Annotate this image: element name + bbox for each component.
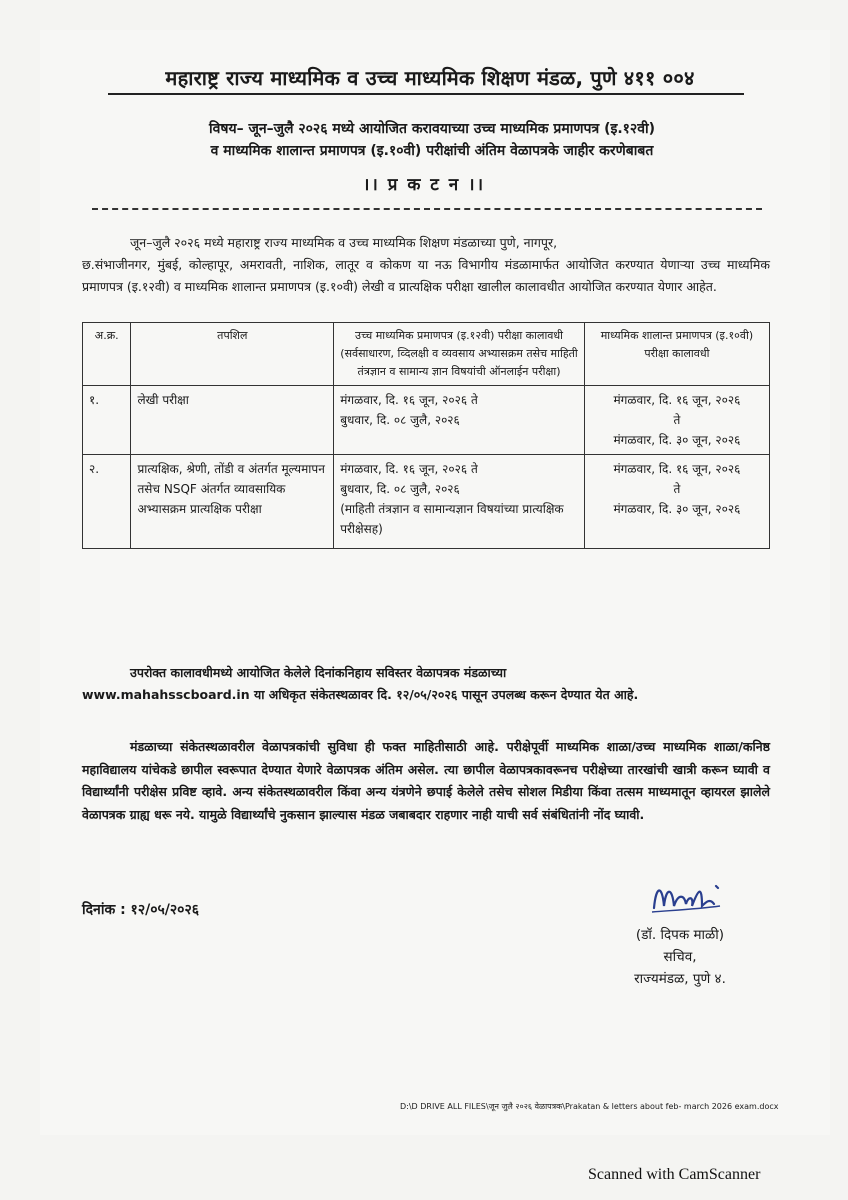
- camscanner-watermark: Scanned with CamScanner: [588, 1166, 761, 1183]
- hsc-to: बुधवार, दि. ०८ जुलै, २०२६: [340, 482, 460, 496]
- row-details: प्रात्यक्षिक, श्रेणी, तोंडी व अंतर्गत मूल्यमापन तसेच NSQF अंतर्गत व्यावसायिक अभ्यासक्रम प्रात्यक्षिक परीक्षा: [131, 455, 334, 549]
- website-text-1: उपरोक्त कालावधीमध्ये आयोजित केलेले दिनांकनिहाय सविस्तर वेळापत्रक मंडळाच्या: [130, 665, 507, 680]
- signatory-name: (डॉ. दिपक माळी): [635, 927, 725, 943]
- ssc-to-word: ते: [673, 413, 681, 427]
- header-details: तपशिल: [131, 323, 334, 386]
- disclaimer-text: मंडळाच्या संकेतस्थळावरील वेळापत्रकांची सुविधा ही फक्त माहितीसाठी आहे. परीक्षेपूर्वी माध्यमिक शाळा/उच्च माध्यमिक शाळा/कनिष्ठ महाविद्यालय यांचेकडे छापील स्वरूपात देण्यात येणारे वेळापत्रक अंतिम असेल. त्या छापील वेळापत्रकावरूनच परीक्षेच्या तारखांची खात्री करून घ्यावी व विद्यार्थ्यांनी परीक्षेस प्रविष्ट व्हावे. अन्य संकेतस्थळावरील किंवा अन्य यंत्रणेने छपाई केलेले तसेच सोशल मिडीया किंवा तत्सम माध्यमातून व्हायरल झालेले वेळापत्रक ग्राह्य धरू नये. यामुळे विद्यार्थ्यांचे नुकसान झाल्यास मंडळ जबाबदार राहणार नाही याची सर्व संबंधितांनी नोंद घ्यावी.: [82, 739, 770, 822]
- heading-underline: [108, 93, 744, 95]
- website-link[interactable]: www.mahahsscboard.in: [82, 687, 250, 702]
- file-path-footer: D:\D DRIVE ALL FILES\जून जुलै २०२६ वेळापत्रक\Prakatan & letters about feb- march 2026 exam.docx: [400, 1102, 779, 1111]
- notice-title: ।। प्र क ट न ।।: [362, 175, 486, 195]
- row-sr: १.: [83, 386, 131, 455]
- row-hsc-period: [334, 455, 585, 549]
- website-paragraph: [82, 662, 770, 706]
- subject-block: [92, 118, 772, 162]
- table-row: [83, 386, 770, 455]
- ssc-to: मंगळवार, दि. ३० जून, २०२६: [613, 433, 741, 447]
- table-row: [83, 455, 770, 549]
- row-ssc-period: [584, 386, 769, 455]
- hsc-note: (माहिती तंत्रज्ञान व सामान्यज्ञान विषयांच्या प्रात्यक्षिक परीक्षेसह): [340, 502, 564, 536]
- signature-image: [648, 876, 728, 916]
- ssc-to: मंगळवार, दि. ३० जून, २०२६: [613, 502, 741, 516]
- intro-text-1: जून–जुलै २०२६ मध्ये महाराष्ट्र राज्य माध्यमिक व उच्च माध्यमिक शिक्षण मंडळाच्या पुणे, नागपूर,: [130, 235, 558, 250]
- header-ssc: माध्यमिक शालान्त प्रमाणपत्र (इ.१०वी) परीक्षा कालावधी: [584, 323, 769, 386]
- signatory-block: [590, 924, 770, 990]
- subject-line-2: व माध्यमिक शालान्त प्रमाणपत्र (इ.१०वी) परीक्षांची अंतिम वेळापत्रके जाहीर करणेबाबत: [210, 143, 654, 159]
- intro-text-2: छ.संभाजीनगर, मुंबई, कोल्हापूर, अमरावती, नाशिक, लातूर व कोकण या नऊ विभागीय मंडळामार्फत आयोजित करण्यात येणाऱ्या उच्च माध्यमिक प्रमाणपत्र (इ.१२वी) व माध्यमिक शालान्त प्रमाणपत्र (इ.१०वी) लेखी व प्रात्यक्षिक परीक्षा खालील कालावधीत आयोजित करण्यात येणार आहेत.: [82, 257, 770, 294]
- hsc-from: मंगळवार, दि. १६ जून, २०२६ ते: [340, 393, 478, 407]
- row-hsc-period: [334, 386, 585, 455]
- signatory-office: राज्यमंडळ, पुणे ४.: [634, 971, 726, 987]
- ssc-from: मंगळवार, दि. १६ जून, २०२६: [613, 462, 741, 476]
- dashed-divider: [92, 208, 762, 210]
- table-header-row: [83, 323, 770, 386]
- signatory-designation: सचिव,: [663, 949, 697, 965]
- issue-date: दिनांक : १२/०५/२०२६: [82, 902, 200, 918]
- row-details: लेखी परीक्षा: [131, 386, 334, 455]
- row-sr: २.: [83, 455, 131, 549]
- header-hsc: उच्च माध्यमिक प्रमाणपत्र (इ.१२वी) परीक्षा कालावधी (सर्वसाधारण, व्दिलक्षी व व्यवसाय अभ्यासक्रम तसेच माहिती तंत्रज्ञान व सामान्य ज्ञान विषयांची ऑनलाईन परीक्षा): [334, 323, 585, 386]
- website-para-text: [82, 662, 770, 684]
- intro-paragraph: [82, 232, 770, 298]
- website-text-2: या अधिकृत संकेतस्थळावर दि. १२/०५/२०२६ पासून उपलब्ध करून देण्यात येत आहे.: [253, 687, 639, 702]
- exam-schedule-table: [82, 322, 770, 549]
- disclaimer-paragraph: [82, 736, 770, 826]
- subject-line-1: विषय– जून–जुलै २०२६ मध्ये आयोजित करावयाच्या उच्च माध्यमिक प्रमाणपत्र (इ.१२वी): [208, 121, 656, 137]
- hsc-to: बुधवार, दि. ०८ जुलै, २०२६: [340, 413, 460, 427]
- board-heading: महाराष्ट्र राज्य माध्यमिक व उच्च माध्यमिक शिक्षण मंडळ, पुणे ४११ ००४: [165, 66, 695, 90]
- header-sr: अ.क्र.: [83, 323, 131, 386]
- hsc-from: मंगळवार, दि. १६ जून, २०२६ ते: [340, 462, 478, 476]
- row-ssc-period: [584, 455, 769, 549]
- ssc-from: मंगळवार, दि. १६ जून, २०२६: [613, 393, 741, 407]
- ssc-to-word: ते: [673, 482, 681, 496]
